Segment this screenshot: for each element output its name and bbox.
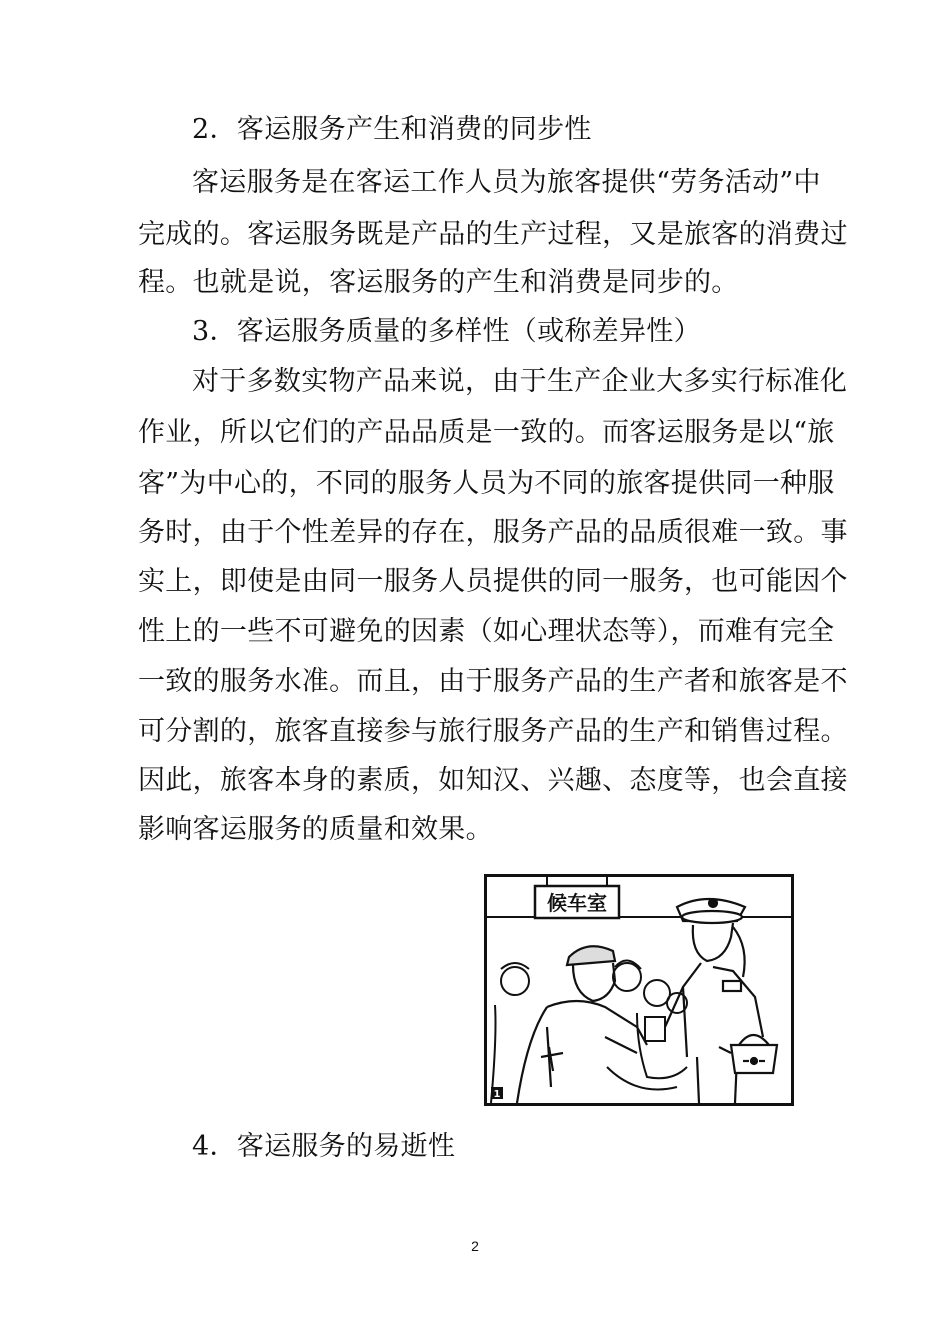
section-3-heading: 3．客运服务质量的多样性（或称差异性） bbox=[192, 316, 701, 347]
paragraph-line: 对于多数实物产品来说，由于生产企业大多实行标准化 bbox=[192, 366, 848, 397]
cup bbox=[645, 1017, 665, 1041]
section-4-heading: 4．客运服务的易逝性 bbox=[192, 1131, 456, 1162]
paragraph-line: 可分割的，旅客直接参与旅行服务产品的生产和销售过程。 bbox=[138, 716, 848, 747]
section-2-heading: 2．客运服务产生和消费的同步性 bbox=[192, 114, 592, 145]
page-number: 2 bbox=[471, 1238, 479, 1254]
paragraph-line: 一致的服务水准。而且，由于服务产品的生产者和旅客是不 bbox=[138, 666, 848, 697]
paragraph-line: 实上，即使是由同一服务人员提供的同一服务，也可能因个 bbox=[138, 566, 848, 597]
paragraph-line: 完成的。客运服务既是产品的生产过程，又是旅客的消费过 bbox=[138, 219, 848, 250]
paragraph-line: 务时，由于个性差异的存在，服务产品的品质很难一致。事 bbox=[138, 517, 848, 548]
paragraph-line: 客”为中心的，不同的服务人员为不同的旅客提供同一种服 bbox=[138, 468, 835, 499]
waiting-room-illustration bbox=[484, 874, 794, 1106]
paragraph-line: 客运服务是在客运工作人员为旅客提供“劳务活动”中 bbox=[192, 167, 821, 198]
paragraph-line: 程。也就是说，客运服务的产生和消费是同步的。 bbox=[138, 267, 739, 298]
paragraph-line: 因此，旅客本身的素质，如知汉、兴趣、态度等，也会直接 bbox=[138, 765, 848, 796]
paragraph-line: 性上的一些不可避免的因素（如心理状态等），而难有完全 bbox=[138, 616, 835, 647]
panel-number: 1 bbox=[493, 1089, 501, 1100]
soldier-figure bbox=[517, 946, 647, 1103]
kettle bbox=[719, 1035, 777, 1073]
paragraph-line: 作业，所以它们的产品品质是一致的。而客运服务是以“旅 bbox=[138, 417, 835, 448]
sign-text: 候车室 bbox=[547, 891, 607, 915]
paragraph-line: 影响客运服务的质量和效果。 bbox=[138, 814, 493, 845]
